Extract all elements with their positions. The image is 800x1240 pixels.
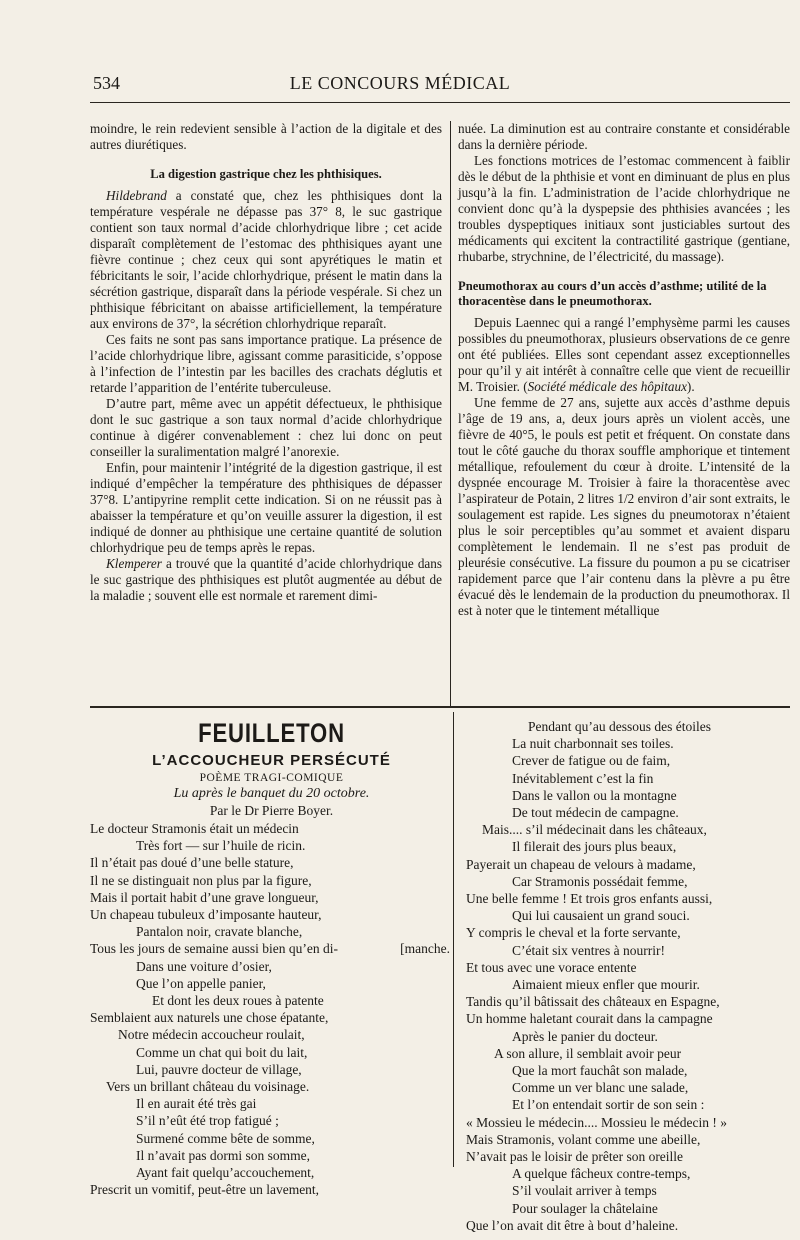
paragraph: Les fonctions motrices de l’estomac commencent à faiblir dès le début de la phthisie et vont en diminuant de plus en plus jusqu’à la fin. L’administration de l’acide chlorhydrique ne convient donc qu’à la dyspepsie des phthisies avancées ; les troubles dyspeptiques initiaux sont justiciables surtout des médicaments qui excitent la contractilité gastrique (gentiane, rhubarbe, strychnine, de l’électricité, du massage).: [458, 153, 790, 264]
poem-line: Comme un chat qui boit du lait,: [136, 1044, 308, 1060]
poem-line: Mais il portait habit d’une grave longueur,: [90, 889, 319, 905]
poem-line: Un chapeau tubuleux d’imposante hauteur,: [90, 907, 322, 923]
poem-line: N’avait pas le loisir de prêter son oreille: [466, 1149, 684, 1165]
paragraph: [90, 188, 442, 332]
poem-line: Il n’avait pas dormi son somme,: [136, 1147, 310, 1163]
poem-line: A quelque fâcheux contre-temps,: [512, 1166, 691, 1182]
feuilleton-divider: [453, 712, 454, 1167]
poem-line: Dans le vallon ou la montagne: [512, 787, 677, 803]
poem-right-column: [466, 718, 790, 1234]
poem-line: Y compris le cheval et la forte servante,: [466, 925, 681, 941]
poem-line: Qui lui causaient un grand souci.: [512, 908, 690, 924]
poem-left-column: [90, 820, 450, 1198]
paragraph: Enfin, pour maintenir l’intégrité de la digestion gastrique, il est indiqué d’empêcher la température des phthisiques de dépasser 37°8. L’antipyrine remplit cette indication. Si on ne réussit pas à abaisser la température et qu’on veuille assurer la digestion, il est indiqué de donner au phthisique une certaine quantité de solution chlorhydrique peu de temps après le repas.: [90, 460, 442, 555]
source-name: Société médicale des hôpitaux: [527, 379, 687, 394]
paragraph-text: ).: [686, 379, 695, 394]
poem-line: Notre médecin accoucheur roulait,: [118, 1027, 305, 1043]
header-rule: [90, 102, 790, 103]
paragraph-text: a trouvé que la quantité d’acide chlorhydrique dans le suc gastrique des phthisiques est plutôt augmentée au début de la maladie ; souvent elle est normale et rarement dimi-: [90, 556, 442, 603]
right-column: [458, 121, 790, 619]
author-name: Klemperer: [106, 556, 162, 571]
poem-line: Il n’était pas doué d’une belle stature,: [90, 855, 294, 871]
poem-line: Aimaient mieux enfler que mourir.: [512, 977, 700, 993]
poem-line: Comme un ver blanc une salade,: [512, 1080, 689, 1096]
poem-line: Le docteur Stramonis était un médecin: [90, 821, 299, 836]
poem-line: Tous les jours de semaine aussi bien qu’en di-: [90, 941, 339, 957]
poem-line: Que la mort fauchât son malade,: [512, 1063, 688, 1079]
poem-line: Ayant fait quelqu’accouchement,: [136, 1165, 315, 1181]
poem-line: Lui, pauvre docteur de village,: [136, 1061, 302, 1077]
poem-line: [manche.: [400, 941, 450, 957]
poem-line: S’il voulait arriver à temps: [512, 1183, 657, 1199]
poem-subtitle: POÈME TRAGI-COMIQUE: [199, 772, 344, 784]
poem-occasion: Lu après le banquet du 20 octobre.: [173, 786, 370, 801]
paragraph: [458, 315, 790, 395]
poem-line: Pantalon noir, cravate blanche,: [136, 924, 303, 940]
poem-line: Vers un brillant château du voisinage.: [106, 1079, 310, 1095]
poem-line: C’était six ventres à nourrir!: [512, 942, 665, 958]
author-name: Hildebrand: [106, 188, 167, 203]
poem-line: Mais Stramonis, volant comme une abeille,: [466, 1131, 701, 1147]
poem-line: Il ne se distinguait non plus par la figure,: [90, 872, 312, 888]
poem-line: Et tous avec une vorace entente: [466, 959, 637, 975]
paragraph-text: a constaté que, chez les phthisiques dont la température vespérale ne dépasse pas 37° 8, le suc gastrique contient son taux normal d’acide chlorhydrique libre ; cet acide disparaît complètement de l’estomac des phthisiques ayant une fièvre continue ; chez ceux qui sont apyrétiques le matin et fébricitants le soir, l’acide chlorhydrique, présent le matin dans la sécrétion gastrique, disparaît dans la période vespérale. Si chez un phthisique fébricitant on abaisse artificiellement, la température aux environs de 37°, la sécrétion chlorhydrique reparaît.: [90, 188, 442, 331]
paragraph: Ces faits ne sont pas sans importance pratique. La présence de l’acide chlorhydrique libre, agissant comme parasiticide, s’oppose à l’infection de l’intestin par les bacilles des crachats déglutis et retarde l’apparition de l’entérite tuberculeuse.: [90, 332, 442, 395]
poem-line: S’il n’eût été trop fatigué ;: [136, 1113, 279, 1129]
paragraph: [90, 556, 442, 604]
poem-line: Payerait un chapeau de velours à madame,: [466, 856, 696, 872]
poem-line: Et l’on entendait sortir de son sein :: [512, 1097, 705, 1113]
feuilleton-rule: [90, 706, 790, 708]
feuilleton-label: FEUILLETON: [198, 718, 345, 748]
journal-title: LE CONCOURS MÉDICAL: [289, 73, 511, 93]
poem-line: Après le panier du docteur.: [512, 1028, 658, 1044]
column-divider: [450, 121, 451, 706]
paragraph: D’autre part, même avec un appétit défectueux, le phthisique dont le suc gastrique a son taux normal d’acide chlorhydrique continue à digérer convenablement : chez lui donc on peut conseiller la suralimentation malgré l’anorexie.: [90, 396, 442, 459]
poem-line: La nuit charbonnait ses toiles.: [512, 736, 674, 752]
poem-line: Pendant qu’au dessous des étoiles: [528, 719, 711, 734]
section-heading: Pneumothorax au cours d’un accès d’asthme; utilité de la thoracentèse dans le pneumothorax.: [458, 279, 767, 308]
poem-line: Que l’on appelle panier,: [136, 975, 266, 991]
poem-title: L’ACCOUCHEUR PERSÉCUTÉ: [152, 752, 391, 769]
poem-line: Il en aurait été très gai: [136, 1096, 257, 1112]
poem-line: Que l’on avait dit être à bout d’haleine.: [466, 1217, 679, 1233]
section-heading: La digestion gastrique chez les phthisiques.: [150, 167, 382, 181]
left-column: [90, 121, 442, 604]
poem-line: Une belle femme ! Et trois gros enfants aussi,: [466, 891, 713, 907]
poem-line: Mais.... s’il médecinait dans les châteaux,: [482, 822, 707, 838]
page-number: 534: [93, 73, 120, 93]
poem-line: Tandis qu’il bâtissait des châteaux en Espagne,: [466, 994, 720, 1010]
poem-line: Pour soulager la châtelaine: [512, 1200, 658, 1216]
poem-line: Car Stramonis possédait femme,: [512, 873, 688, 889]
paragraph: moindre, le rein redevient sensible à l’action de la digitale et des autres diurétiques.: [90, 121, 442, 152]
poem-line: Inévitablement c’est la fin: [512, 770, 654, 786]
poem-line: Il filerait des jours plus beaux,: [512, 839, 677, 855]
poem-author: Par le Dr Pierre Boyer.: [209, 803, 334, 818]
poem-line: Surmené comme bête de somme,: [136, 1130, 315, 1146]
poem-line: Dans une voiture d’osier,: [136, 958, 272, 974]
paragraph: Une femme de 27 ans, sujette aux accès d’asthme depuis l’âge de 19 ans, a, deux jours après un violent accès, une fièvre de 40°5, le pouls est petit et fréquent. On constate dans tout le côté gauche du thorax souffle amphorique et tintement métallique, refoulement du cœur à droite. L’intensité de la dyspnée encourage M. Troisier à faire la thoracentèse avec l’aspirateur de Potain, 2 litres 1/2 environ d’air sont extraits, le soulagement est rapide. Les signes du pneumotorax n’étaient plus le soir perceptibles qu’au sommet et avaient disparu complètement le lendemain. Il ne s’est pas produit de pleurésie consécutive. La fissure du poumon a pu se cicatriser rapidement parce que l’air contenu dans la plèvre a pu être évacué dès le lendemain de la production du pneumothorax. Il est à noter que le tintement métallique: [458, 395, 790, 618]
poem-line: Un homme haletant courait dans la campagne: [466, 1011, 713, 1027]
poem-line: Très fort — sur l’huile de ricin.: [136, 838, 306, 854]
paragraph-text: Depuis Laennec qui a rangé l’emphysème parmi les causes possibles du pneumothorax, plusieurs observations de ce genre ont été publiées. Elles sont cependant assez exceptionnelles pour qu’il y ait intérêt à connaître celle que vient de recueillir M. Troisier. (: [458, 315, 790, 394]
poem-line: Et dont les deux roues à patente: [152, 993, 324, 1009]
poem-line: A son allure, il semblait avoir peur: [494, 1045, 682, 1061]
paragraph: nuée. La diminution est au contraire constante et considérable dans la dernière période.: [458, 121, 790, 152]
poem-line: Crever de fatigue ou de faim,: [512, 753, 671, 769]
poem-line: Semblaient aux naturels une chose épatante,: [90, 1010, 329, 1026]
poem-line: « Mossieu le médecin.... Mossieu le médecin ! »: [466, 1114, 727, 1130]
poem-line: De tout médecin de campagne.: [512, 805, 679, 821]
poem-line: Prescrit un vomitif, peut-être un lavement,: [90, 1182, 320, 1198]
